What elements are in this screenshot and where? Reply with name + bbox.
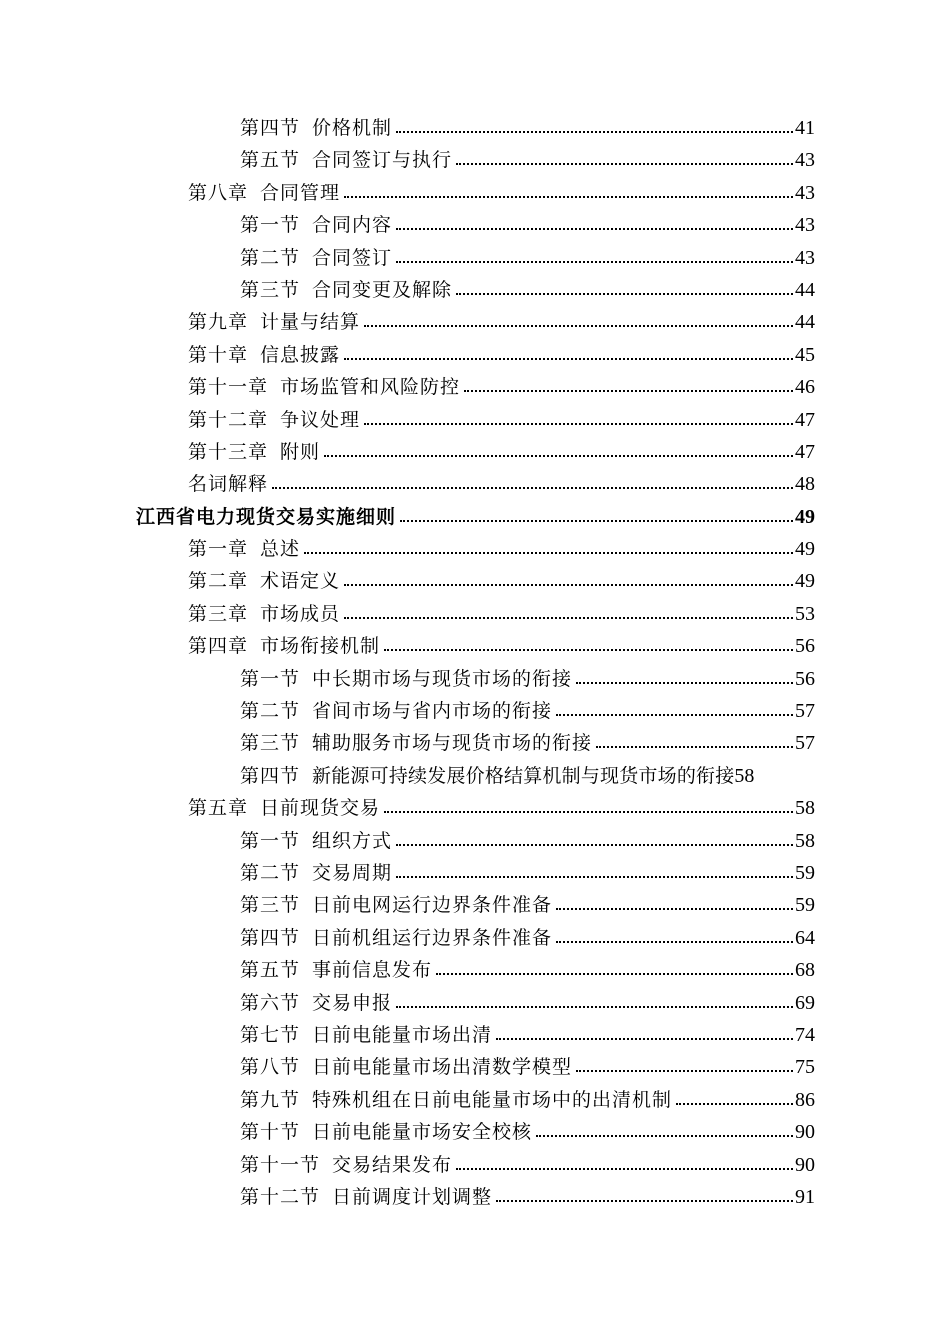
toc-entry-number: 第一节 [240,667,301,690]
dot-leader [324,439,793,458]
toc-entry-page: 58 [734,764,755,787]
dot-leader [576,666,793,685]
toc-entry-page: 56 [795,635,815,658]
toc-entry[interactable] [0,468,950,500]
dot-leader [272,471,793,490]
toc-entry-number: 第六节 [240,991,301,1014]
toc-entry-page: 48 [795,473,815,496]
toc-entry-number: 第三章 [188,602,249,625]
dot-leader [364,407,793,426]
dot-leader [456,147,793,166]
toc-entry-number: 第二章 [188,570,249,593]
toc-entry-title: 日前现货交易 [260,797,381,820]
toc-entry-number: 第三节 [240,732,301,755]
toc-entry[interactable] [0,889,950,921]
toc-entry-number: 第十章 [188,343,249,366]
dot-leader [304,536,793,555]
toc-entry-page: 43 [795,149,815,172]
toc-entry[interactable] [0,274,950,306]
toc-entry-page: 56 [795,667,815,690]
toc-entry[interactable] [0,663,950,695]
toc-entry-title: 交易周期 [312,861,393,884]
toc-entry[interactable] [0,630,950,662]
toc-entry[interactable] [0,1019,950,1051]
toc-entry-title: 合同管理 [260,181,341,204]
toc-entry-number: 第十一节 [240,1153,321,1176]
toc-entry-title: 日前调度计划调整 [332,1185,493,1208]
toc-entry-number: 第四章 [188,635,249,658]
toc-entry-page: 44 [795,278,815,301]
toc-entry-number: 第九章 [188,311,249,334]
toc-entry-page: 43 [795,246,815,269]
dot-leader [344,601,793,620]
dot-leader [396,860,793,879]
dot-leader [496,1184,793,1203]
dot-leader [400,504,793,523]
toc-entry[interactable] [0,533,950,565]
toc-entry[interactable] [0,1181,950,1213]
toc-entry-page: 75 [795,1056,815,1079]
toc-entry-number: 第二节 [240,700,301,723]
toc-entry-number: 第三节 [240,894,301,917]
toc-entry-title: 市场成员 [260,602,341,625]
toc-entry-number: 第五节 [240,959,301,982]
toc-entry-number: 第四节 [240,117,301,139]
toc-entry-page: 59 [795,861,815,884]
toc-entry-title: 计量与结算 [260,311,361,334]
toc-entry-title: 日前电能量市场出清 [312,1023,493,1046]
toc-entry-title: 日前电能量市场安全校核 [312,1121,533,1144]
dot-leader [536,1119,793,1138]
toc-entry-page: 58 [795,797,815,820]
toc-entry-page: 57 [795,700,815,723]
toc-entry-number: 第二节 [240,861,301,884]
toc-entry-page: 47 [795,440,815,463]
toc-entry-page: 57 [795,732,815,755]
toc-entry-title: 江西省电力现货交易实施细则 [136,505,397,528]
toc-entry-page: 44 [795,311,815,334]
toc-entry-number: 第十一章 [188,376,269,399]
dot-leader [384,633,793,652]
toc-entry-title: 日前电能量市场出清数学模型 [312,1056,573,1079]
toc-entry-number: 第十二章 [188,408,269,431]
toc-entry-number: 第八节 [240,1056,301,1079]
dot-leader [436,957,793,976]
dot-leader [464,374,793,393]
toc-entry-number: 第五章 [188,797,249,820]
toc-entry-number: 第二节 [240,246,301,269]
toc-entry-page: 49 [795,505,815,528]
toc-entry[interactable] [0,598,950,630]
dot-leader [556,892,793,911]
toc-entry-title: 名词解释 [188,473,269,496]
dot-leader [344,180,793,199]
toc-entry-title: 信息披露 [260,343,341,366]
dot-leader [396,212,793,231]
toc-entry-title: 总述 [260,538,301,561]
toc-entry-number: 第一节 [240,214,301,237]
toc-entry[interactable] [0,954,950,986]
toc-entry-page: 74 [795,1023,815,1046]
dot-leader [676,1087,793,1106]
toc-entry-number: 第四节 [240,926,301,949]
dot-leader [456,1152,793,1171]
toc-entry-page: 49 [795,570,815,593]
toc-entry-number: 第八章 [188,181,249,204]
toc-entry-number: 第十节 [240,1121,301,1144]
dot-leader [396,990,793,1009]
toc-entry-number: 第四节 [240,764,301,787]
toc-entry-title: 交易结果发布 [332,1153,453,1176]
toc-entry-page: 59 [795,894,815,917]
toc-entry[interactable] [0,1051,950,1083]
toc-entry[interactable] [0,760,950,792]
toc-entry-number: 第九节 [240,1088,301,1111]
toc-entry-title: 组织方式 [312,829,393,852]
toc-entry-title: 合同内容 [312,214,393,237]
dot-leader [556,698,793,717]
toc-entry[interactable] [0,825,950,857]
dot-leader [456,277,793,296]
toc-entry[interactable] [0,371,950,403]
toc-entry[interactable] [0,144,950,176]
toc-entry[interactable] [0,306,950,338]
toc-entry[interactable] [0,339,950,371]
dot-leader [396,828,793,847]
toc-entry[interactable] [0,177,950,209]
toc-entry-title: 交易申报 [312,991,393,1014]
toc-entry-title: 价格机制 [312,117,393,139]
toc-entry-page: 86 [795,1088,815,1111]
toc-entry[interactable] [0,922,950,954]
toc-entry-title: 争议处理 [280,408,361,431]
toc-entry-number: 第七节 [240,1023,301,1046]
toc-entry-page: 91 [795,1185,815,1208]
toc-entry-title: 市场衔接机制 [260,635,381,658]
toc-entry[interactable] [0,242,950,274]
dot-leader [364,309,793,328]
toc-entry-page: 64 [795,926,815,949]
toc-entry-page: 90 [795,1121,815,1144]
toc-entry[interactable] [0,695,950,727]
toc-entry-page: 46 [795,376,815,399]
toc-entry-page: 49 [795,538,815,561]
toc-entry-title: 省间市场与省内市场的衔接 [312,700,553,723]
toc-entry-page: 69 [795,991,815,1014]
toc-entry-page: 90 [795,1153,815,1176]
toc-entry-page: 58 [795,829,815,852]
toc-entry[interactable] [0,209,950,241]
toc-entry-title: 新能源可持续发展价格结算机制与现货市场的衔接 [312,764,735,787]
toc-entry-title: 附则 [280,440,321,463]
toc-entry[interactable] [0,1149,950,1181]
toc-entry-number: 第五节 [240,149,301,172]
toc-entry[interactable] [0,1116,950,1148]
toc-entry[interactable] [0,436,950,468]
toc-entry-page: 43 [795,181,815,204]
toc-entry-number: 第十三章 [188,440,269,463]
dot-leader [396,245,793,264]
toc-entry[interactable] [0,857,950,889]
dot-leader [396,115,793,134]
dot-leader [344,342,793,361]
dot-leader [344,568,793,587]
toc-entry-title: 合同签订 [312,246,393,269]
toc-entry-page: 41 [795,117,815,139]
toc-entry-title: 市场监管和风险防控 [280,376,461,399]
table-of-contents [0,112,950,1213]
toc-entry-page: 45 [795,343,815,366]
dot-leader [556,925,793,944]
dot-leader [384,795,793,814]
toc-entry-number: 第一章 [188,538,249,561]
dot-leader [596,730,793,749]
toc-entry-title: 事前信息发布 [312,959,433,982]
toc-entry[interactable] [0,112,950,144]
toc-entry-title: 特殊机组在日前电能量市场中的出清机制 [312,1088,673,1111]
toc-entry-title: 日前电网运行边界条件准备 [312,894,553,917]
toc-entry-page: 47 [795,408,815,431]
toc-entry[interactable] [0,987,950,1019]
toc-entry-title: 术语定义 [260,570,341,593]
toc-entry-title: 辅助服务市场与现货市场的衔接 [312,732,593,755]
toc-entry-number: 第一节 [240,829,301,852]
toc-entry-title: 合同变更及解除 [312,278,453,301]
toc-entry[interactable] [0,792,950,824]
dot-leader [496,1022,793,1041]
toc-entry-title: 日前机组运行边界条件准备 [312,926,553,949]
toc-entry[interactable] [0,404,950,436]
toc-entry[interactable] [0,1084,950,1116]
dot-leader [576,1054,793,1073]
toc-entry-number: 第三节 [240,278,301,301]
toc-entry-title: 合同签订与执行 [312,149,453,172]
toc-entry-page: 53 [795,602,815,625]
toc-entry-page: 43 [795,214,815,237]
toc-entry-title: 中长期市场与现货市场的衔接 [312,667,573,690]
toc-entry-number: 第十二节 [240,1185,321,1208]
toc-entry[interactable] [0,565,950,597]
toc-entry[interactable] [0,727,950,759]
toc-entry-page: 68 [795,959,815,982]
toc-entry-part[interactable] [0,501,950,533]
